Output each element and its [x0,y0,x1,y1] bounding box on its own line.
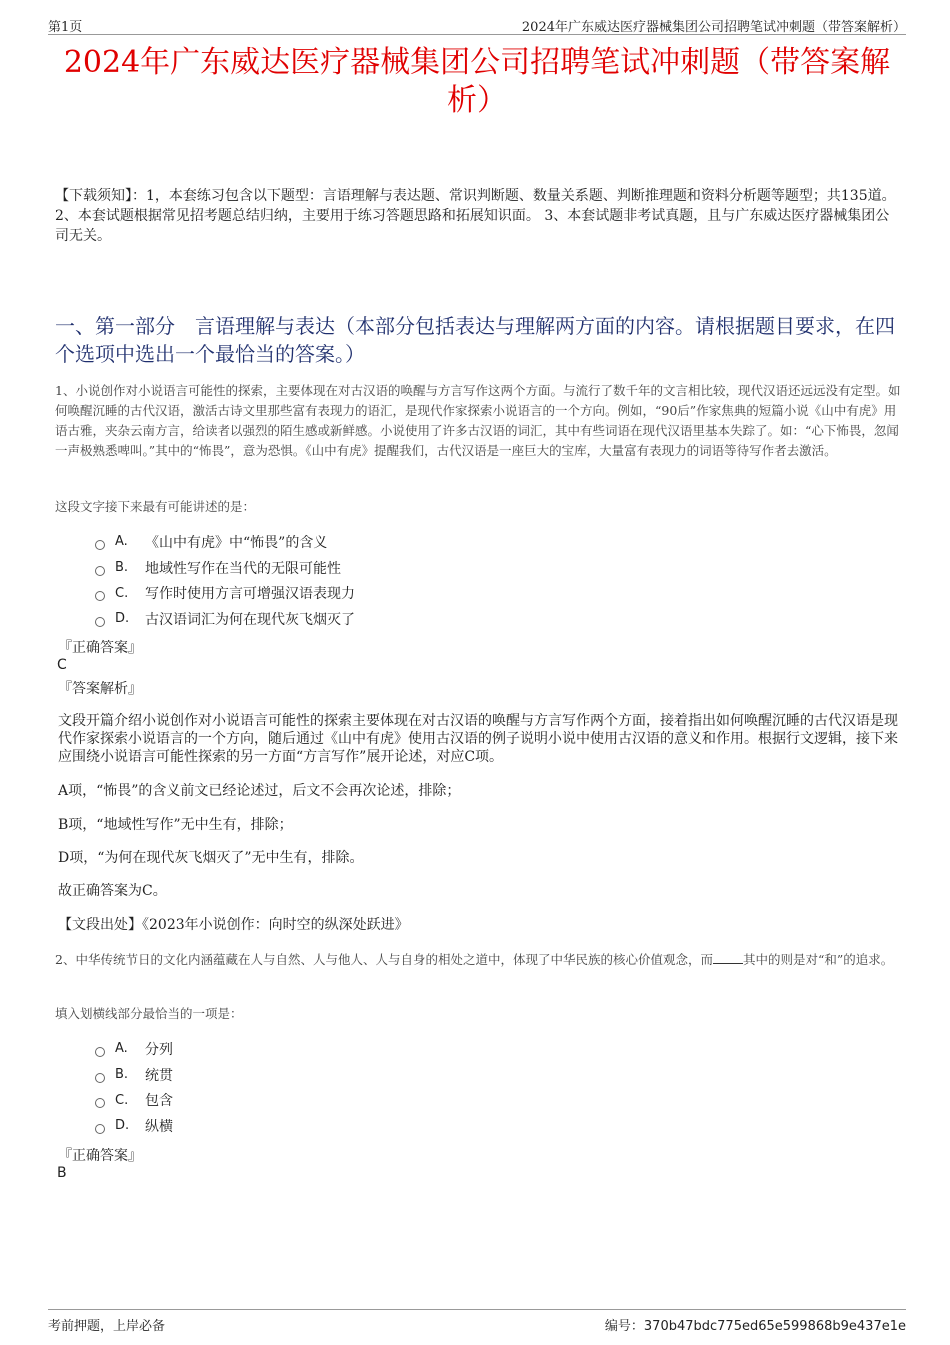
analysis-a-note: A项，“怖畏”的含义前文已经论述过，后文不会再次论述，排除； [58,783,461,799]
analysis-conclusion: 故正确答案为C。 [58,883,167,899]
radio-icon[interactable] [95,1098,105,1108]
option-text: 纵横 [145,1118,173,1135]
question-1-options [95,529,355,632]
option-text: 古汉语词汇为何在现代灰飞烟灭了 [145,611,355,628]
radio-icon[interactable] [95,540,105,550]
header-doc-title: 2024年广东威达医疗器械集团公司招聘笔试冲刺题（带答案解析） [521,20,906,35]
radio-icon[interactable] [95,591,105,601]
question-2-text-before: 2、中华传统节日的文化内涵蕴藏在人与自然、人与他人、人与自身的相处之道中，体现了中华民族的核心价值观念，而 [55,952,713,967]
option-c[interactable] [95,580,355,606]
page-header [48,14,906,35]
option-text: 《山中有虎》中“怖畏”的含义 [145,534,328,551]
footer-id-value: 370b47bdc775ed65e599868b9e437e1e [643,1319,906,1334]
option-text: 分列 [145,1041,173,1058]
question-2-prompt: 填入划横线部分最恰当的一项是： [55,1006,243,1021]
source-note: 【文段出处】《2023年小说创作：向时空的纵深处跃进》 [58,917,409,933]
option-b[interactable] [95,555,355,581]
page-footer [48,1309,906,1334]
analysis-label: 『答案解析』 [58,681,142,697]
answer-value: C [57,657,67,673]
radio-icon[interactable] [95,1124,105,1134]
option-text: 包含 [145,1093,173,1110]
analysis-text: 文段开篇介绍小说创作对小说语言可能性的探索主要体现在对古汉语的唤醒与方言写作两个方面，接着指出如何唤醒沉睡的古代汉语是现代作家探索小说语言的一个方向，随后通过《山中有虎》使用古汉语的例子说明小说中使用古汉语的意义和作用。根据行文逻辑，接下来应围绕小说语言可能性探索的另一方面“方言写作”展开论述，对应C项。 [58,713,898,765]
question-2-text-after: 其中的则是对“和”的追求。 [742,952,894,967]
option-d[interactable] [95,606,355,632]
radio-icon[interactable] [95,617,105,627]
download-notice: 【下载须知】：1，本套练习包含以下题型：言语理解与表达题、常识判断题、数量关系题、判断推理题和资料分析题等题型；共135道。 2、本套试题根据常见招考题总结归纳，主要用于练习答题思路和拓展知识面。 3、本套试题非考试真题，且与广东威达医疗器械集团公司无关。 [55,188,896,244]
footer-id [605,1315,906,1334]
option-b[interactable] [95,1062,173,1088]
question-1-text: 1、小说创作对小说语言可能性的探索，主要体现在对古汉语的唤醒与方言写作这两个方面。与流行了数千年的文言相比较，现代汉语还远远没有定型。如何唤醒沉睡的古代汉语，激活古诗文里那些富有表现力的语汇，是现代作家探索小说语言的一个方向。例如，“90后”作家焦典的短篇小说《山中有虎》用语古雅，夹杂云南方言，给读者以强烈的陌生感或新鲜感。小说使用了许多古汉语的词汇，其中有些词语在现代汉语里基本失踪了。如：“心下怖畏，忽闻一声极熟悉啤叫。”其中的“怖畏”，意为恐惧。《山中有虎》提醒我们，古代汉语是一座巨大的宝库，大量富有表现力的词语等待写作者去激活。 [55,383,901,458]
footer-slogan: 考前押题，上岸必备 [48,1319,166,1334]
option-letter: D. [115,611,130,627]
fill-blank [713,963,743,964]
option-text: 统贯 [145,1067,173,1084]
footer-id-label: 编号： [604,1319,644,1334]
question-2-options [95,1036,173,1139]
option-letter: C. [115,1092,129,1108]
option-text: 写作时使用方言可增强汉语表现力 [145,586,355,603]
question-2-text [55,950,903,970]
answer-label: 『正确答案』 [58,640,142,656]
option-a[interactable] [95,529,355,555]
section-title: 一、第一部分 言语理解与表达（本部分包括表达与理解两方面的内容。请根据题目要求，在四个选项中选出一个最恰当的答案。） [55,314,895,366]
question-1-prompt: 这段文字接下来最有可能讲述的是： [55,499,256,514]
option-a[interactable] [95,1036,173,1062]
radio-icon[interactable] [95,1047,105,1057]
option-letter: A. [115,1041,128,1057]
page-number: 第1页 [48,20,83,35]
option-d[interactable] [95,1113,173,1139]
option-letter: D. [115,1118,130,1134]
analysis-d-note: D项，“为何在现代灰飞烟灭了”无中生有，排除。 [58,850,364,866]
answer-label: 『正确答案』 [58,1148,142,1164]
option-letter: B. [115,560,129,576]
answer-value: B [57,1165,67,1181]
radio-icon[interactable] [95,1073,105,1083]
analysis-b-note: B项，“地域性写作”无中生有，排除； [58,817,293,833]
document-title: 2024年广东威达医疗器械集团公司招聘笔试冲刺题（带答案解析） [63,45,891,118]
radio-icon[interactable] [95,566,105,576]
option-letter: B. [115,1067,129,1083]
option-c[interactable] [95,1087,173,1113]
option-letter: C. [115,585,129,601]
option-letter: A. [115,534,128,550]
option-text: 地域性写作在当代的无限可能性 [145,560,341,577]
